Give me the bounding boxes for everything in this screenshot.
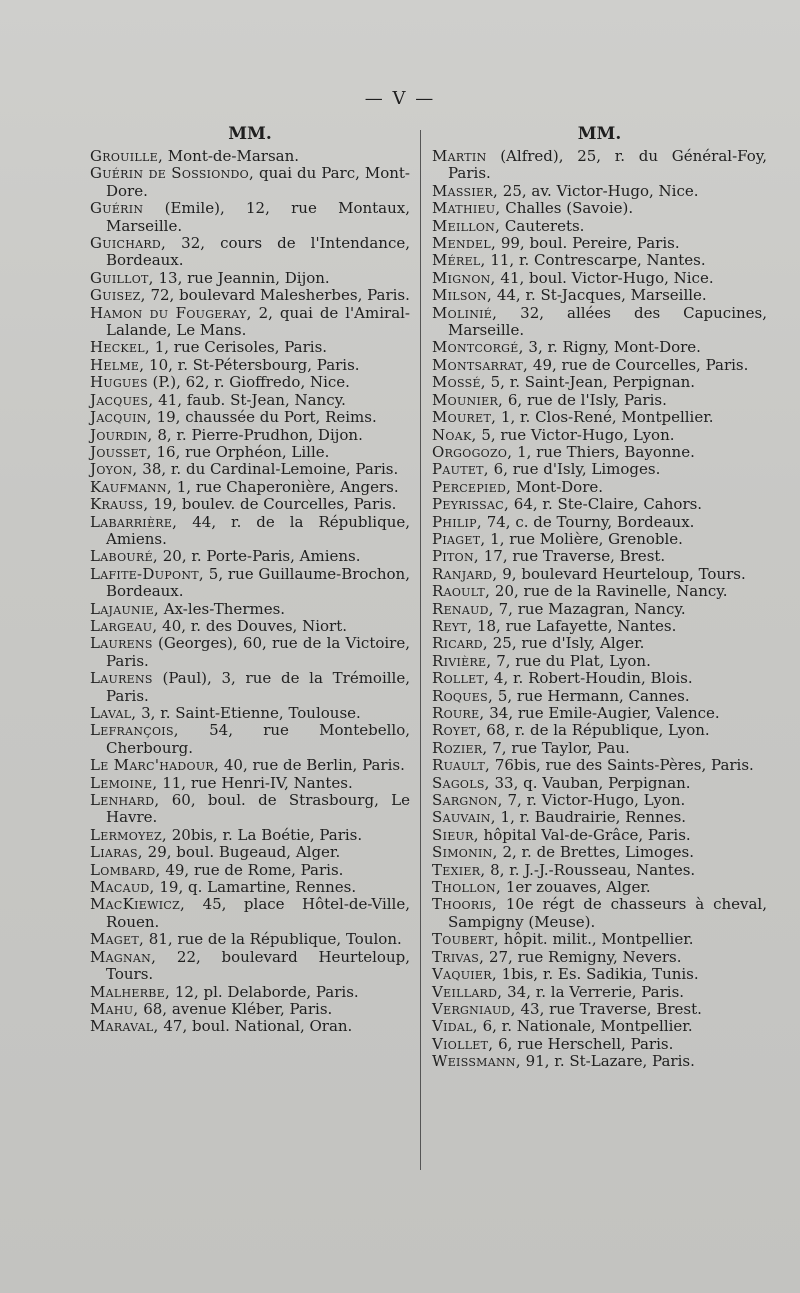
member-address: 27, rue Remigny, Nevers. [484,947,682,966]
member-address: 6, r. Nationale, Montpellier. [477,1017,693,1036]
member-address: Mont-Dore. [511,477,604,496]
member-address: 1, rue Cerisoles, Paris. [149,338,328,357]
member-name: Guichard, [90,234,167,253]
member-entry [90,305,410,340]
member-address: 72, boulevard Malesherbes, Paris. [145,286,410,305]
member-name: Viollet, [432,1034,494,1053]
member-entry [90,896,410,931]
member-address: 54, rue Montebello, Cherbourg. [106,721,410,757]
member-address: 25, av. Victor-Hugo, Nice. [498,181,699,200]
member-name: Royet, [432,721,482,740]
member-entry [90,548,410,565]
member-address: (P.), 62, r. Gioffredo, Nice. [147,373,350,392]
member-entry [432,218,767,235]
member-name: Krauss, [90,495,149,514]
member-name: Orgogozo, [432,442,513,461]
member-address: hôpital Val-de-Grâce, Paris. [478,825,691,844]
member-address: 7, rue du Plat, Lyon. [491,651,651,670]
member-name: Texier, [432,860,486,879]
member-address: 5, rue Victor-Hugo, Lyon. [476,425,675,444]
member-entry [90,949,410,984]
member-name: Labarrière, [90,512,178,531]
member-name: Meillon, [432,216,501,235]
member-entry [90,862,410,879]
member-name: Rozier, [432,738,488,757]
left-column [90,124,410,1036]
member-entry [432,461,767,478]
member-entry [432,688,767,705]
member-name: Milson, [432,286,493,305]
member-name: Helme, [90,355,145,374]
member-name: Heckel, [90,338,150,357]
member-entry [432,496,767,513]
member-name: Sagols, [432,773,490,792]
member-entry [432,1036,767,1053]
member-name: Vaquier, [432,965,497,984]
member-name: Le Marc'hadour, [90,756,220,775]
member-name: Laurens [90,634,153,653]
member-entry [432,722,767,739]
member-address: 19, q. Lamartine, Rennes. [154,878,357,897]
member-address: 5, rue Hermann, Cannes. [493,686,690,705]
member-entry [432,705,767,722]
member-address: 40, rue de Berlin, Paris. [219,756,405,775]
member-name: Thollon, [432,878,502,897]
member-name: Martin [432,147,487,165]
member-address: 13, rue Jeannin, Dijon. [153,268,330,287]
member-address: 5, r. Saint-Jean, Perpignan. [485,373,696,392]
member-name: Lajaunie, [90,599,159,618]
member-address: 40, r. des Douves, Niort. [157,616,348,635]
member-address: 68, avenue Kléber, Paris. [138,999,333,1018]
member-address: (Emile), 12, rue Montaux, Marseille. [106,199,410,235]
member-address: 6, rue d'Isly, Limoges. [488,460,661,479]
member-entry [432,809,767,826]
member-address: 29, boul. Bugeaud, Alger. [142,843,341,862]
member-entry [432,514,767,531]
member-entry [432,844,767,861]
member-entry [432,862,767,879]
member-name: Labouré, [90,547,158,566]
member-name: Roure, [432,704,485,722]
member-entry [90,427,410,444]
member-address: hôpit. milit., Montpellier. [499,930,694,949]
member-address: 20, rue de la Ravinelle, Nancy. [490,582,728,601]
member-address: 34, rue Emile-Augier, Valence. [484,704,720,722]
member-entry [432,583,767,600]
member-address: 60, boul. de Strasbourg, Le Havre. [106,791,410,827]
member-name: Percepied, [432,477,512,496]
member-entry [432,827,767,844]
member-entry [90,931,410,948]
member-address: (Georges), 60, rue de la Victoire, Paris. [106,634,410,670]
member-name: Sauvain, [432,808,496,827]
member-address: 3, r. Saint-Etienne, Toulouse. [136,704,361,722]
member-entry [432,305,767,340]
member-name: Weissmann, [432,1052,521,1071]
member-entry [432,444,767,461]
member-entry [90,775,410,792]
member-name: Guérin [90,199,144,218]
member-entry [90,461,410,478]
member-name: Mahu, [90,999,139,1018]
member-entry [90,374,410,391]
member-address: 43, rue Traverse, Brest. [515,999,702,1018]
member-address: 1, rue Molière, Grenoble. [485,529,683,548]
member-address: 7, rue Taylor, Pau. [487,738,630,757]
member-entry [90,618,410,635]
member-entry [90,235,410,270]
member-name: Mérel, [432,251,486,270]
member-name: Lefrançois, [90,721,179,740]
member-entry [432,479,767,496]
member-name: Lemoine, [90,773,158,792]
member-name: Maraval, [90,1017,159,1036]
member-entry [432,566,767,583]
member-entry [90,879,410,896]
member-name: Pautet, [432,460,489,479]
member-entry [432,427,767,444]
member-entry [432,1018,767,1035]
member-name: Malherbe, [90,982,171,1001]
member-address: 49, rue de Courcelles, Paris. [528,355,749,374]
member-name: Maget, [90,930,145,949]
member-name: Mathieu, [432,199,501,218]
member-address: (Paul), 3, rue de la Trémoille, Paris. [106,669,410,705]
column-divider [420,130,421,1170]
member-entry [432,601,767,618]
member-entry [90,357,410,374]
member-name: Vidal, [432,1017,478,1036]
member-address: Ax-les-Thermes. [159,599,286,618]
member-entry [90,722,410,757]
member-name: Lafite-Dupont, [90,564,204,583]
member-name: Montsarrat, [432,355,529,374]
member-address: 45, place Hôtel-de-Ville, Rouen. [106,895,410,931]
member-entry [432,374,767,391]
member-address: (Alfred), 25, r. du Général-Foy, Paris. [448,147,767,183]
member-address: 20, r. Porte-Paris, Amiens. [157,547,361,566]
member-entry [90,566,410,601]
member-entry [432,287,767,304]
member-name: Lombard, [90,860,161,879]
member-address: 18, rue Lafayette, Nantes. [472,616,677,635]
member-entry [432,879,767,896]
member-name: Kaufmann, [90,477,172,496]
member-name: Renaud, [432,599,494,618]
member-address: Challes (Savoie). [500,199,634,218]
member-name: Macaud, [90,878,155,897]
member-name: Jacquin, [90,408,152,427]
member-entry [432,792,767,809]
member-address: 49, rue de Rome, Paris. [160,860,344,879]
member-address: 1, r. Clos-René, Montpellier. [496,408,714,427]
member-name: Mendel, [432,234,497,253]
member-entry [432,670,767,687]
member-list [90,148,410,1036]
member-name: Mossé, [432,373,486,392]
member-name: Grouille, [90,147,164,165]
member-entry [432,896,767,931]
member-address: 5, rue Guillaume-Brochon, Bordeaux. [106,564,410,601]
member-address: 2, r. de Brettes, Limoges. [497,843,695,862]
member-name: Massier, [432,181,499,200]
member-name: Largeau, [90,616,158,635]
member-address: 1, rue Chaperonière, Angers. [171,477,399,496]
member-address: 74, c. de Tourny, Bordeaux. [481,512,695,531]
member-address: 41, boul. Victor-Hugo, Nice. [495,268,714,287]
member-entry [90,635,410,670]
member-address: 11, rue Henri-IV, Nantes. [157,773,353,792]
member-name: Reyt, [432,616,473,635]
member-address: 11, r. Contrescarpe, Nantes. [485,251,706,270]
member-entry [432,531,767,548]
member-address: 99, boul. Pereire, Paris. [496,234,680,253]
member-address: 68, r. de la République, Lyon. [481,721,710,740]
member-name: Rivière, [432,651,492,670]
member-list [432,148,767,1071]
member-address: 6, rue de l'Isly, Paris. [503,390,667,409]
member-address: 47, boul. National, Oran. [158,1017,353,1036]
member-address: 44, r. de la République, Amiens. [106,512,410,548]
member-entry [432,618,767,635]
member-name: Mounier, [432,390,504,409]
member-entry [90,792,410,827]
page-number: — V — [364,88,436,109]
member-entry [432,635,767,652]
member-address: 8, r. J.-J.-Rousseau, Nantes. [485,860,696,879]
member-address: 20bis, r. La Boétie, Paris. [166,825,363,844]
member-entry [432,200,767,217]
member-address: 7, r. Victor-Hugo, Lyon. [502,791,686,810]
member-entry [90,392,410,409]
member-entry [90,827,410,844]
member-entry [432,409,767,426]
member-name: Peyrissac, [432,495,510,514]
member-address: 10e régt de chasseurs à cheval, Sampigny (Meuse). [448,895,767,931]
member-name: Molinié, [432,303,498,322]
member-name: Mignon, [432,268,496,287]
member-entry [432,653,767,670]
member-name: Montcorgé, [432,338,524,357]
member-address: 44, r. St-Jacques, Marseille. [492,286,707,305]
member-address: Mont-de-Marsan. [163,147,300,165]
member-entry [432,270,767,287]
member-name: Simonin, [432,843,498,862]
member-entry [90,409,410,426]
member-name: Laval, [90,704,137,722]
member-name: Hugues [90,373,148,392]
member-address: 38, r. du Cardinal-Lemoine, Paris. [137,460,399,479]
member-name: Mouret, [432,408,497,427]
member-address: Cauterets. [500,216,585,235]
member-entry [90,479,410,496]
member-entry [432,775,767,792]
member-name: Trivas, [432,947,485,966]
member-address: 16, rue Orphéon, Lille. [151,442,330,461]
member-name: Piaget, [432,529,486,548]
member-entry [432,252,767,269]
member-address: 34, r. la Verrerie, Paris. [502,982,685,1001]
member-name: Jourdin, [90,425,153,444]
member-entry [432,740,767,757]
member-name: Guisez, [90,286,146,305]
member-entry [90,1001,410,1018]
member-entry [90,670,410,705]
member-address: 64, r. Ste-Claire, Cahors. [509,495,703,514]
member-name: Guillot, [90,268,154,287]
member-entry [90,287,410,304]
member-address: 91, r. St-Lazare, Paris. [520,1052,695,1071]
member-entry [432,966,767,983]
member-address: 1er zouaves, Alger. [501,878,651,897]
member-entry [90,165,410,200]
member-entry [432,235,767,252]
member-address: 8, r. Pierre-Prudhon, Dijon. [152,425,363,444]
member-entry [432,339,767,356]
member-name: Roques, [432,686,494,705]
member-name: Laurens [90,669,153,688]
member-entry [90,339,410,356]
member-entry [432,949,767,966]
member-entry [90,200,410,235]
member-name: Sieur, [432,825,479,844]
member-entry [90,601,410,618]
member-name: Joyon, [90,460,138,479]
member-entry [432,984,767,1001]
member-name: Liaras, [90,843,143,862]
member-address: 10, r. St-Pétersbourg, Paris. [144,355,360,374]
member-entry [90,705,410,722]
member-name: Piton, [432,547,479,566]
member-entry [432,1053,767,1070]
member-address: 32, allées des Capucines, Marseille. [448,303,767,340]
member-address: 33, q. Vauban, Perpignan. [489,773,691,792]
member-address: 17, rue Traverse, Brest. [479,547,666,566]
member-address: 76bis, rue des Saints-Pères, Paris. [490,756,754,775]
member-name: Jacques, [90,390,154,409]
member-name: Magnan, [90,947,157,966]
member-address: 9, boulevard Heurteloup, Tours. [497,564,746,583]
member-entry [90,984,410,1001]
member-entry [432,183,767,200]
member-address: 19, boulev. de Courcelles, Paris. [148,495,397,514]
member-address: 4, r. Robert-Houdin, Blois. [489,669,693,688]
member-entry [432,357,767,374]
member-name: Toubert, [432,930,500,949]
member-name: Guérin de Sossiondo, [90,164,255,183]
member-entry [90,148,410,165]
member-address: 7, rue Mazagran, Nancy. [493,599,686,618]
member-address: 1, r. Baudrairie, Rennes. [495,808,687,827]
member-name: Ranjard, [432,564,498,583]
member-address: 19, chaussée du Port, Reims. [151,408,377,427]
member-address: 3, r. Rigny, Mont-Dore. [523,338,701,357]
member-address: 25, rue d'Isly, Alger. [487,634,645,653]
member-address: quai du Parc, Mont-Dore. [106,164,410,200]
member-entry [90,514,410,549]
member-name: Lermoyez, [90,825,167,844]
right-column [432,124,767,1071]
member-address: 2, quai de l'Amiral-Lalande, Le Mans. [106,303,411,340]
member-address: 81, rue de la République, Toulon. [144,930,402,949]
member-entry [432,548,767,565]
member-name: Thooris, [432,895,497,914]
member-name: Vergniaud, [432,999,516,1018]
member-entry [90,444,410,461]
member-address: 22, boulevard Heurteloup, Tours. [106,947,410,984]
member-entry [90,1018,410,1035]
member-entry [432,931,767,948]
member-entry [432,392,767,409]
member-name: Ricard, [432,634,488,653]
member-entry [90,757,410,774]
member-name: Sargnon, [432,791,503,810]
member-name: Raoult, [432,582,491,601]
member-entry [90,496,410,513]
member-address: 41, faub. St-Jean, Nancy. [153,390,346,409]
member-name: Philip, [432,512,482,531]
column-header: MM. [228,124,272,144]
member-entry [432,1001,767,1018]
member-entry [432,757,767,774]
member-address: 32, cours de l'Intendance, Bordeaux. [106,234,410,270]
member-name: Veillard, [432,982,503,1001]
member-entry [432,148,767,183]
column-header: MM. [577,124,622,144]
member-address: 12, pl. Delaborde, Paris. [170,982,359,1001]
member-name: Lenhard, [90,791,160,810]
member-name: Rollet, [432,669,490,688]
member-name: MacKiewicz, [90,895,186,914]
member-entry [90,844,410,861]
member-address: 1bis, r. Es. Sadikia, Tunis. [496,965,699,984]
member-name: Noak, [432,425,477,444]
member-name: Ruault, [432,756,491,775]
member-address: 6, rue Herschell, Paris. [493,1034,674,1053]
member-name: Jousset, [90,442,152,461]
member-entry [90,270,410,287]
member-address: 1, rue Thiers, Bayonne. [512,442,695,461]
member-name: Hamon du Fougeray, [90,303,252,322]
